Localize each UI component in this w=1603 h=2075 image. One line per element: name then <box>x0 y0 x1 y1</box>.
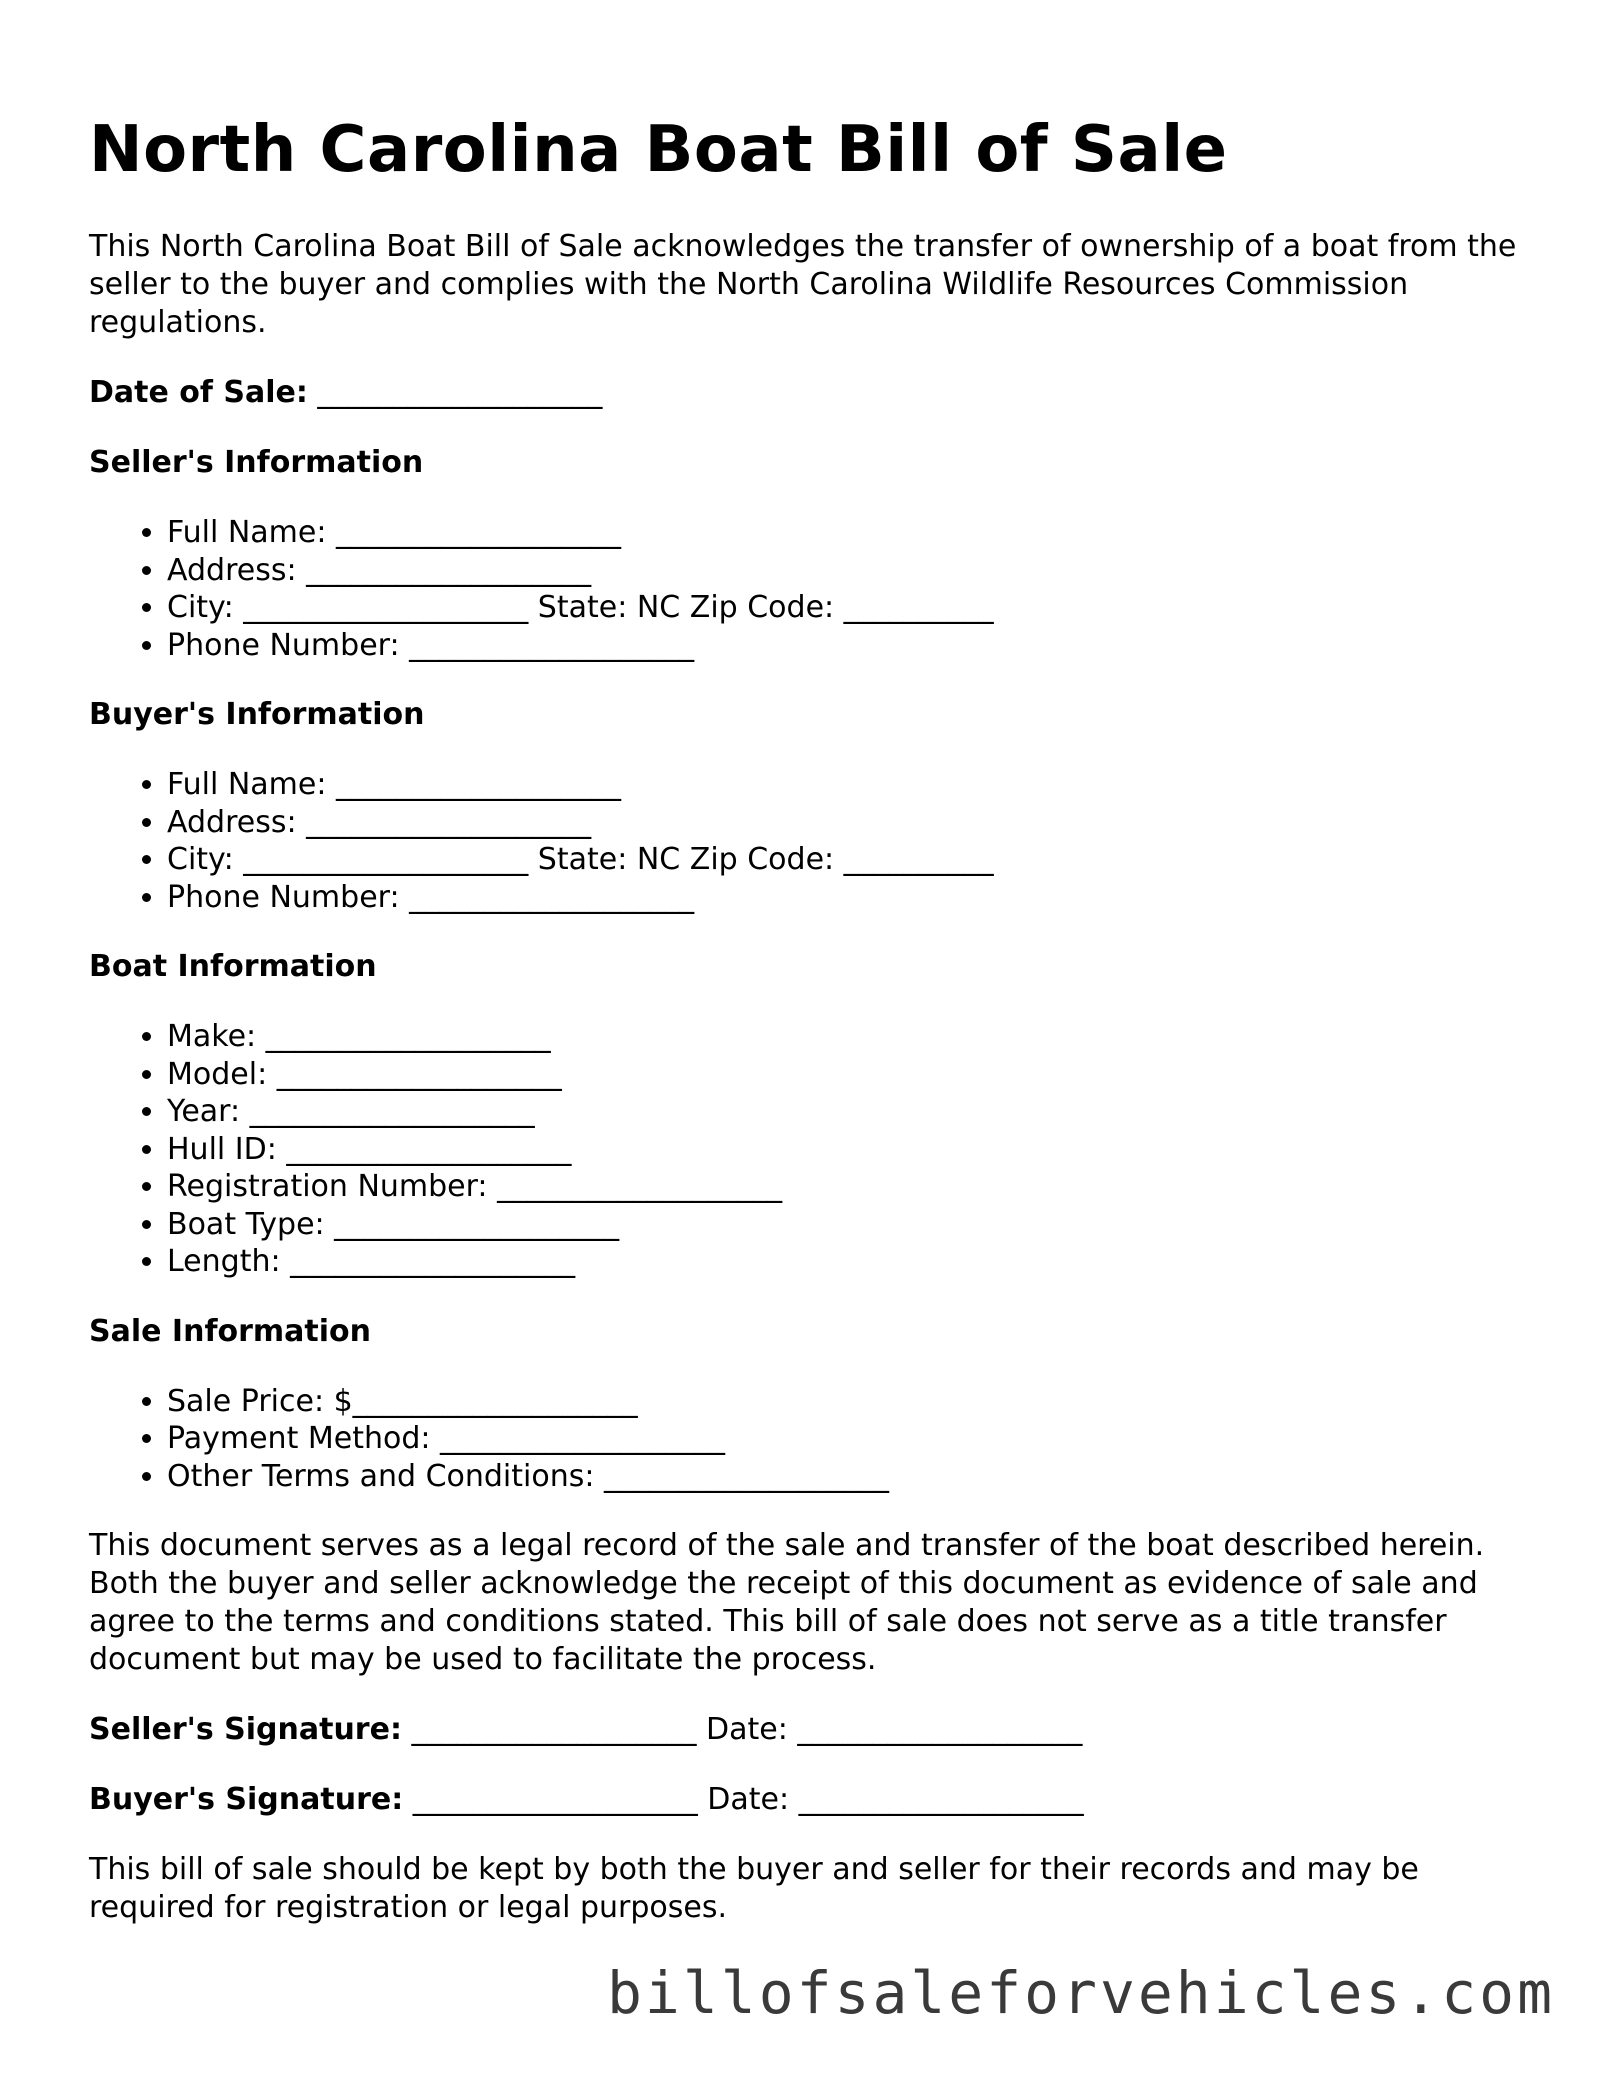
other-terms-field[interactable]: • Other Terms and Conditions: ___________________ <box>167 1458 1529 1496</box>
closing-paragraph: This bill of sale should be kept by both the buyer and seller for their records and may be required for registration or legal purposes. <box>89 1852 1419 1925</box>
buyer-signature-line <box>89 1781 1529 1819</box>
seller-signature-label: Seller's Signature: <box>89 1712 402 1747</box>
boat-length-field[interactable]: • Length: ___________________ <box>167 1243 1529 1281</box>
boat-model-field[interactable]: • Model: ___________________ <box>167 1056 1529 1094</box>
seller-address-field[interactable]: • Address: ___________________ <box>167 552 1529 590</box>
seller-phone-field[interactable]: • Phone Number: ___________________ <box>167 627 1529 665</box>
boat-type-field[interactable]: • Boat Type: ___________________ <box>167 1206 1529 1244</box>
buyer-full-name-field[interactable]: • Full Name: ___________________ <box>167 766 1529 804</box>
buyer-info-heading: Buyer's Information <box>89 697 425 732</box>
seller-full-name-field[interactable]: • Full Name: ___________________ <box>167 514 1529 552</box>
date-of-sale-line <box>89 374 1529 412</box>
boat-hull-id-field[interactable]: • Hull ID: ___________________ <box>167 1131 1529 1169</box>
sale-price-field[interactable]: • Sale Price: $___________________ <box>167 1383 1529 1421</box>
boat-year-field[interactable]: • Year: ___________________ <box>167 1093 1529 1131</box>
payment-method-field[interactable]: • Payment Method: ___________________ <box>167 1420 1529 1458</box>
date-of-sale-label: Date of Sale: <box>89 375 308 410</box>
legal-paragraph: This document serves as a legal record of the sale and transfer of the boat described herein. Both the buyer and seller acknowledge the receipt of this document as evidence of sale and agree to the terms and conditions stated. This bill of sale does not serve as a title transfer document but may be used to facilitate the process. <box>89 1528 1485 1677</box>
buyer-address-field[interactable]: • Address: ___________________ <box>167 804 1529 842</box>
seller-info-list <box>89 514 1529 664</box>
buyer-signature-label: Buyer's Signature: <box>89 1782 404 1817</box>
buyer-signature-field[interactable]: ___________________ Date: ___________________ <box>403 1782 1084 1817</box>
seller-info-heading: Seller's Information <box>89 445 424 480</box>
buyer-info-list <box>89 766 1529 916</box>
boat-info-heading: Boat Information <box>89 949 377 984</box>
date-of-sale-field[interactable]: ___________________ <box>307 375 603 410</box>
document-page <box>89 108 1529 1959</box>
boat-make-field[interactable]: • Make: ___________________ <box>167 1018 1529 1056</box>
seller-signature-field[interactable]: ___________________ Date: ___________________ <box>401 1712 1083 1747</box>
boat-registration-field[interactable]: • Registration Number: ___________________ <box>167 1168 1529 1206</box>
buyer-city-state-zip-field[interactable]: • City: ___________________ State: NC Zip Code: __________ <box>167 841 1529 879</box>
sale-info-heading: Sale Information <box>89 1313 371 1349</box>
intro-paragraph: This North Carolina Boat Bill of Sale acknowledges the transfer of ownership of a boat from the seller to the buyer and complies with the North Carolina Wildlife Resources Commission regulations. <box>89 229 1517 340</box>
boat-info-list <box>89 1018 1529 1281</box>
document-title: North Carolina Boat Bill of Sale <box>89 113 1228 187</box>
sale-info-list <box>89 1383 1529 1496</box>
footer-watermark: billofsaleforvehicles.com <box>607 1959 1555 2027</box>
buyer-phone-field[interactable]: • Phone Number: ___________________ <box>167 879 1529 917</box>
seller-city-state-zip-field[interactable]: • City: ___________________ State: NC Zip Code: __________ <box>167 589 1529 627</box>
seller-signature-line <box>89 1711 1529 1749</box>
